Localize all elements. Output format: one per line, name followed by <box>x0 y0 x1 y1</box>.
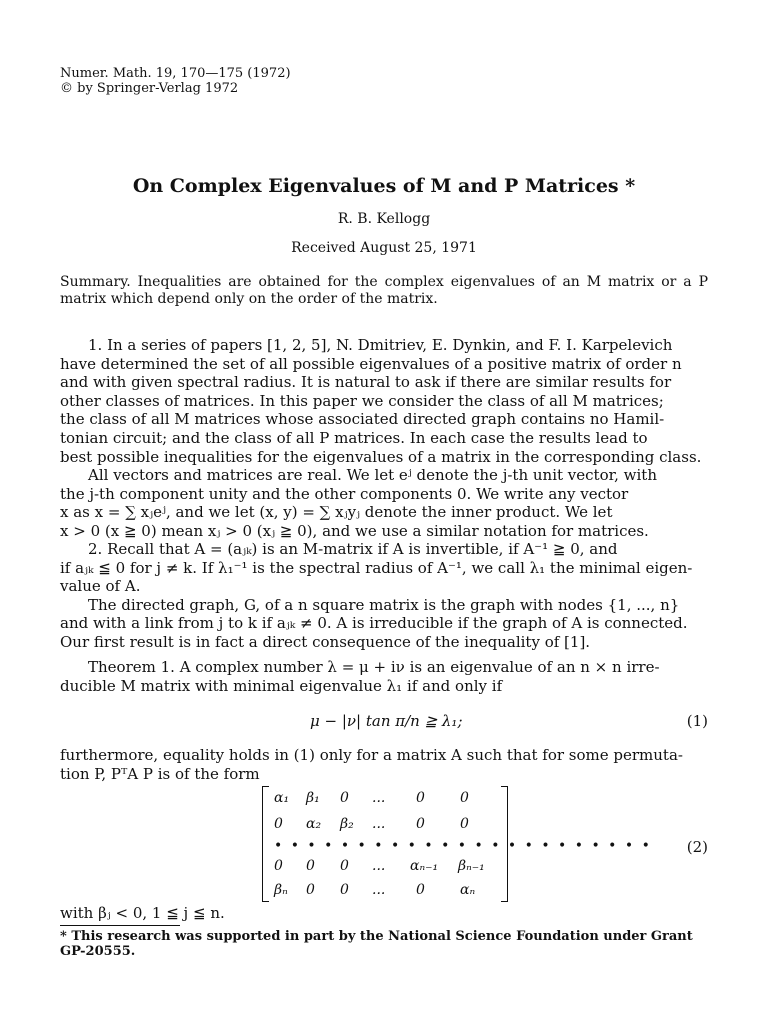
text-line: Theorem 1. A complex number λ = μ + iν is an eigenvalue of an n × n irre- <box>88 658 660 676</box>
matrix-cell: α₁ <box>274 790 290 806</box>
equation-1: μ − |ν| tan π/n ≧ λ₁; <box>310 712 463 730</box>
matrix-cell: 0 <box>416 882 425 898</box>
matrix-cell: α₂ <box>306 816 322 832</box>
matrix-cell: ... <box>372 882 386 898</box>
copyright-line: © by Springer-Verlag 1972 <box>60 81 239 96</box>
text-line: tion P, PᵀA P is of the form <box>60 764 260 783</box>
text-line: best possible inequalities for the eigenvalues of a matrix in the corresponding class. <box>60 447 702 466</box>
paper-title: On Complex Eigenvalues of M and P Matrices * <box>132 175 636 197</box>
journal-citation: Numer. Math. 19, 170—175 (1972) <box>60 66 291 81</box>
section-1 <box>60 336 708 541</box>
matrix-cell: αₙ <box>460 882 476 898</box>
matrix-cell: ... <box>372 858 386 874</box>
text-line: 1. In a series of papers [1, 2, 5], N. Dmitriev, E. Dynkin, and F. I. Karpelevich <box>88 336 673 354</box>
text-line: x as x = ∑ xⱼeʲ, and we let (x, y) = ∑ xⱼyⱼ denote the inner product. We let <box>60 503 613 522</box>
text-line: Our first result is in fact a direct consequence of the inequality of [1]. <box>60 632 591 651</box>
matrix-cell: β₂ <box>340 816 354 832</box>
summary-paragraph: Summary. Inequalities are obtained for the complex eigenvalues of an M matrix or a P matrix which depend only on the order of the matrix. <box>60 274 708 307</box>
text-line: tonian circuit; and the class of all P matrices. In each case the results lead to <box>60 428 648 447</box>
journal-header <box>60 66 291 96</box>
equation-1-number: (1) <box>686 712 708 730</box>
received-date: Received August 25, 1971 <box>291 240 477 256</box>
text-line: the j-th component unity and the other components 0. We write any vector <box>60 484 629 503</box>
equation-2-number: (2) <box>686 838 708 856</box>
with-condition <box>60 904 708 923</box>
matrix-dots-row: • • • • • • • • • • • • • • • • • • • • • • • <box>274 838 652 854</box>
text-line: other classes of matrices. In this paper we consider the class of all M matrices; <box>60 391 664 410</box>
author-name: R. B. Kellogg <box>337 211 431 227</box>
matrix-form <box>262 786 652 902</box>
text-line: value of A. <box>60 577 141 596</box>
matrix-cell: βₙ₋₁ <box>458 858 485 874</box>
after-equation-1 <box>60 746 708 783</box>
text-line: 2. Recall that A = (aⱼₖ) is an M-matrix if A is invertible, if A⁻¹ ≧ 0, and <box>88 540 618 558</box>
matrix-cell: 0 <box>460 816 469 832</box>
matrix-cell: ... <box>372 816 386 832</box>
text-line: and with a link from j to k if aⱼₖ ≠ 0. A is irreducible if the graph of A is connected. <box>60 614 688 633</box>
matrix-cell: βₙ <box>274 882 288 898</box>
matrix-cell: β₁ <box>306 790 320 806</box>
matrix-cell: 0 <box>340 882 349 898</box>
text-line: All vectors and matrices are real. We let eʲ denote the j-th unit vector, with <box>88 466 657 485</box>
text-line: and with given spectral radius. It is natural to ask if there are similar results for <box>60 373 672 392</box>
theorem-1 <box>60 658 708 695</box>
text-line: ducible M matrix with minimal eigenvalue λ₁ if and only if <box>60 676 503 695</box>
text-line: The directed graph, G, of a n square matrix is the graph with nodes {1, ..., n} <box>88 595 680 614</box>
text-line: furthermore, equality holds in (1) only for a matrix A such that for some permuta- <box>60 746 683 764</box>
footnote-rule <box>60 925 180 926</box>
matrix-cell: 0 <box>306 882 315 898</box>
matrix-cell: 0 <box>274 858 283 874</box>
text-line: x > 0 (x ≧ 0) mean xⱼ > 0 (xⱼ ≧ 0), and we use a similar notation for matrices. <box>60 521 649 540</box>
text-line: the class of all M matrices whose associated directed graph contains no Hamil- <box>60 410 665 429</box>
matrix-cell: αₙ₋₁ <box>410 858 439 874</box>
text-line: with βⱼ < 0, 1 ≦ j ≦ n. <box>60 904 225 922</box>
matrix-cell: ... <box>372 790 386 806</box>
text-line: if aⱼₖ ≦ 0 for j ≠ k. If λ₁⁻¹ is the spectral radius of A⁻¹, we call λ₁ the minimal eigen- <box>60 558 693 577</box>
matrix-cell: 0 <box>460 790 469 806</box>
matrix-cell: 0 <box>416 790 425 806</box>
text-line: have determined the set of all possible eigenvalues of a positive matrix of order n <box>60 354 682 373</box>
matrix-cell: 0 <box>416 816 425 832</box>
footnote: * This research was supported in part by the National Science Foundation under Grant GP-20555. <box>60 929 693 959</box>
matrix-cell: 0 <box>340 858 349 874</box>
matrix-cell: 0 <box>340 790 349 806</box>
matrix-cell: 0 <box>274 816 283 832</box>
matrix-cell: 0 <box>306 858 315 874</box>
section-2 <box>60 540 708 652</box>
left-bracket <box>262 786 269 902</box>
